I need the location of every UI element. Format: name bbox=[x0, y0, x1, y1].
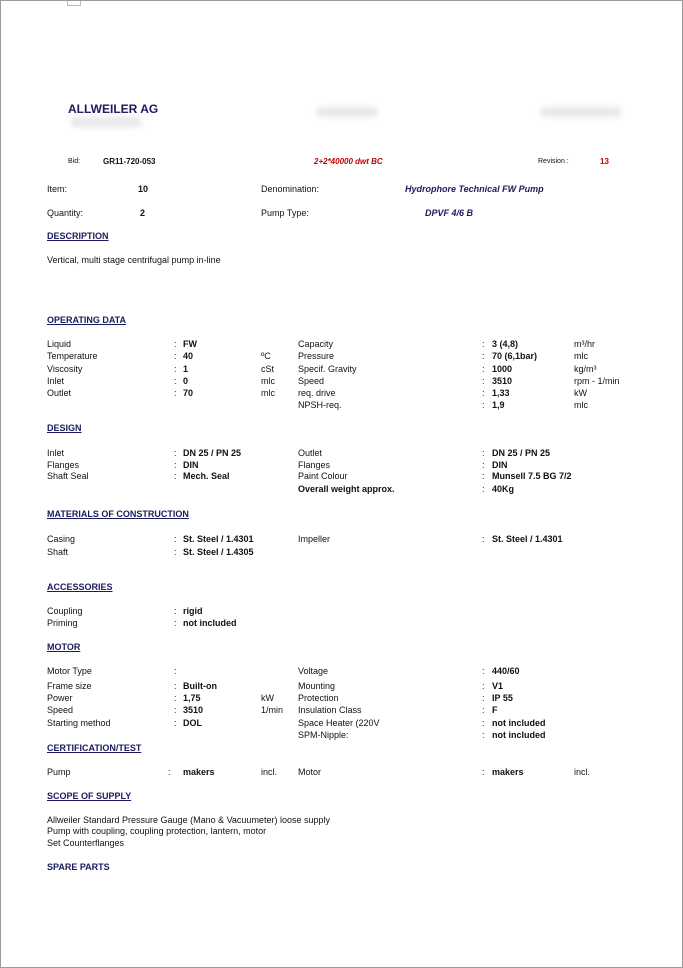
colon: : bbox=[174, 693, 177, 703]
colon: : bbox=[482, 767, 485, 777]
colon: : bbox=[174, 666, 177, 676]
colon: : bbox=[482, 400, 485, 410]
scope-heading: SCOPE OF SUPPLY bbox=[47, 791, 132, 801]
op-right-label: Capacity bbox=[298, 339, 334, 349]
quantity-label: Quantity: bbox=[47, 208, 84, 218]
motor-right-label: Mounting bbox=[298, 681, 336, 691]
motor-right-value: V1 bbox=[492, 681, 504, 691]
motor-right-value: not included bbox=[492, 718, 546, 728]
certification-heading: CERTIFICATION/TEST bbox=[47, 743, 142, 753]
op-right-value: 3510 bbox=[492, 376, 513, 386]
accessory-value: rigid bbox=[183, 606, 203, 616]
design-right-value: 40Kg bbox=[492, 484, 515, 494]
colon: : bbox=[174, 606, 177, 616]
colon: : bbox=[482, 730, 485, 740]
bid-value: GR11-720-053 bbox=[103, 157, 156, 166]
motor-left-label: Speed bbox=[47, 705, 74, 715]
colon: : bbox=[174, 705, 177, 715]
colon: : bbox=[482, 484, 485, 494]
design-left-value: DIN bbox=[183, 460, 199, 470]
motor-left-label: Power bbox=[47, 693, 73, 703]
materials-left-label: Casing bbox=[47, 534, 76, 544]
colon: : bbox=[482, 448, 485, 458]
op-right-value: 3 (4,8) bbox=[492, 339, 519, 349]
colon: : bbox=[482, 376, 485, 386]
op-right-value: 1000 bbox=[492, 364, 513, 374]
vessel-title: 2+2*40000 dwt BC bbox=[314, 157, 383, 166]
materials-left-value: St. Steel / 1.4305 bbox=[183, 547, 254, 557]
op-right-unit: mlc bbox=[574, 400, 588, 410]
colon: : bbox=[174, 388, 177, 398]
scope-line: Allweiler Standard Pressure Gauge (Mano & Vacuumeter) loose supply bbox=[47, 815, 330, 825]
materials-right-label: Impeller bbox=[298, 534, 331, 544]
accessory-label: Priming bbox=[47, 618, 78, 628]
cert-motor-label: Motor bbox=[298, 767, 322, 777]
accessory-label: Coupling bbox=[47, 606, 83, 616]
colon: : bbox=[174, 681, 177, 691]
op-right-unit: rpm - 1/min bbox=[574, 376, 620, 386]
design-right-label: Overall weight approx. bbox=[298, 484, 395, 494]
materials-left-label: Shaft bbox=[47, 547, 69, 557]
op-left-unit: mlc bbox=[261, 376, 275, 386]
denomination-label: Denomination: bbox=[261, 184, 320, 194]
motor-right-value: 440/60 bbox=[492, 666, 520, 676]
colon: : bbox=[482, 666, 485, 676]
redacted-block bbox=[317, 107, 377, 117]
design-left-label: Shaft Seal bbox=[47, 471, 89, 481]
op-right-value: 1,9 bbox=[492, 400, 505, 410]
op-left-value: 1 bbox=[183, 364, 189, 374]
design-right-label: Paint Colour bbox=[298, 471, 348, 481]
motor-left-value: Built-on bbox=[183, 681, 217, 691]
cert-motor-note: incl. bbox=[574, 767, 591, 777]
materials-heading: MATERIALS OF CONSTRUCTION bbox=[47, 509, 189, 519]
motor-left-unit: kW bbox=[261, 693, 274, 703]
motor-left-label: Frame size bbox=[47, 681, 92, 691]
accessories-heading: ACCESSORIES bbox=[47, 582, 113, 592]
colon: : bbox=[482, 460, 485, 470]
motor-heading: MOTOR bbox=[47, 642, 81, 652]
motor-left-value: DOL bbox=[183, 718, 202, 728]
motor-right-label: Insulation Class bbox=[298, 705, 362, 715]
colon: : bbox=[482, 364, 485, 374]
colon: : bbox=[174, 460, 177, 470]
colon: : bbox=[482, 339, 485, 349]
design-left-label: Flanges bbox=[47, 460, 80, 470]
scope-line: Set Counterflanges bbox=[47, 838, 125, 848]
redacted-block bbox=[541, 107, 621, 117]
colon: : bbox=[482, 388, 485, 398]
accessory-value: not included bbox=[183, 618, 237, 628]
design-right-label: Flanges bbox=[298, 460, 331, 470]
pump-type-label: Pump Type: bbox=[261, 208, 309, 218]
motor-left-label: Starting method bbox=[47, 718, 111, 728]
colon: : bbox=[168, 767, 171, 777]
op-right-value: 1,33 bbox=[492, 388, 510, 398]
colon: : bbox=[482, 534, 485, 544]
cert-pump-label: Pump bbox=[47, 767, 71, 777]
item-value: 10 bbox=[138, 184, 149, 194]
op-left-value: 0 bbox=[183, 376, 189, 386]
op-right-label: Pressure bbox=[298, 351, 335, 361]
colon: : bbox=[482, 693, 485, 703]
colon: : bbox=[174, 618, 177, 628]
op-left-unit: mlc bbox=[261, 388, 275, 398]
colon: : bbox=[482, 351, 485, 361]
op-left-label: Liquid bbox=[47, 339, 72, 349]
cert-pump-note: incl. bbox=[261, 767, 278, 777]
op-left-value: 40 bbox=[183, 351, 194, 361]
motor-left-value: 1,75 bbox=[183, 693, 201, 703]
description-text: Vertical, multi stage centrifugal pump in-line bbox=[47, 255, 221, 265]
colon: : bbox=[482, 718, 485, 728]
denomination-value: Hydrophore Technical FW Pump bbox=[405, 184, 544, 194]
motor-right-label: SPM-Nipple: bbox=[298, 730, 349, 740]
description-heading: DESCRIPTION bbox=[47, 231, 109, 241]
design-left-value: Mech. Seal bbox=[183, 471, 230, 481]
op-left-label: Inlet bbox=[47, 376, 65, 386]
op-left-value: 70 bbox=[183, 388, 194, 398]
op-left-value: FW bbox=[183, 339, 197, 349]
cert-motor-value: makers bbox=[492, 767, 524, 777]
op-left-unit: cSt bbox=[261, 364, 275, 374]
op-right-label: req. drive bbox=[298, 388, 336, 398]
op-right-value: 70 (6,1bar) bbox=[492, 351, 538, 361]
op-right-label: Specif. Gravity bbox=[298, 364, 357, 374]
colon: : bbox=[174, 364, 177, 374]
colon: : bbox=[174, 339, 177, 349]
design-left-value: DN 25 / PN 25 bbox=[183, 448, 242, 458]
motor-right-value: F bbox=[492, 705, 498, 715]
colon: : bbox=[174, 376, 177, 386]
op-left-label: Temperature bbox=[47, 351, 98, 361]
materials-left-value: St. Steel / 1.4301 bbox=[183, 534, 254, 544]
spare-parts-heading: SPARE PARTS bbox=[47, 862, 110, 872]
quantity-value: 2 bbox=[140, 208, 146, 218]
top-marker bbox=[67, 1, 81, 6]
motor-left-value: 3510 bbox=[183, 705, 204, 715]
design-right-value: Munsell 7.5 BG 7/2 bbox=[492, 471, 572, 481]
colon: : bbox=[174, 448, 177, 458]
design-heading: DESIGN bbox=[47, 423, 82, 433]
revision-value: 13 bbox=[600, 157, 609, 166]
op-left-label: Viscosity bbox=[47, 364, 83, 374]
materials-right-value: St. Steel / 1.4301 bbox=[492, 534, 563, 544]
motor-left-label: Motor Type bbox=[47, 666, 92, 676]
colon: : bbox=[174, 718, 177, 728]
op-right-unit: kW bbox=[574, 388, 587, 398]
op-right-label: NPSH-req. bbox=[298, 400, 342, 410]
colon: : bbox=[174, 351, 177, 361]
op-right-label: Speed bbox=[298, 376, 325, 386]
colon: : bbox=[174, 534, 177, 544]
op-left-label: Outlet bbox=[47, 388, 72, 398]
revision-label: Revision : bbox=[538, 158, 569, 165]
colon: : bbox=[482, 705, 485, 715]
bid-label: Bid: bbox=[68, 158, 81, 165]
motor-right-label: Protection bbox=[298, 693, 339, 703]
design-right-label: Outlet bbox=[298, 448, 323, 458]
scope-line: Pump with coupling, coupling protection, lantern, motor bbox=[47, 826, 267, 836]
op-right-unit: m³/hr bbox=[574, 339, 595, 349]
motor-right-label: Voltage bbox=[298, 666, 329, 676]
item-label: Item: bbox=[47, 184, 68, 194]
operating-data-heading: OPERATING DATA bbox=[47, 315, 126, 325]
motor-right-value: IP 55 bbox=[492, 693, 513, 703]
colon: : bbox=[482, 471, 485, 481]
cert-pump-value: makers bbox=[183, 767, 215, 777]
motor-left-unit: 1/min bbox=[261, 705, 284, 715]
colon: : bbox=[482, 681, 485, 691]
op-right-unit: kg/m³ bbox=[574, 364, 597, 374]
motor-right-label: Space Heater (220V bbox=[298, 718, 380, 728]
op-right-unit: mlc bbox=[574, 351, 588, 361]
company-name: ALLWEILER AG bbox=[68, 102, 159, 116]
design-left-label: Inlet bbox=[47, 448, 65, 458]
design-right-value: DN 25 / PN 25 bbox=[492, 448, 551, 458]
design-right-value: DIN bbox=[492, 460, 508, 470]
colon: : bbox=[174, 471, 177, 481]
op-left-unit: ºC bbox=[261, 351, 271, 361]
redacted-block bbox=[71, 117, 141, 127]
motor-right-value: not included bbox=[492, 730, 546, 740]
pump-type-value: DPVF 4/6 B bbox=[425, 208, 474, 218]
colon: : bbox=[174, 547, 177, 557]
